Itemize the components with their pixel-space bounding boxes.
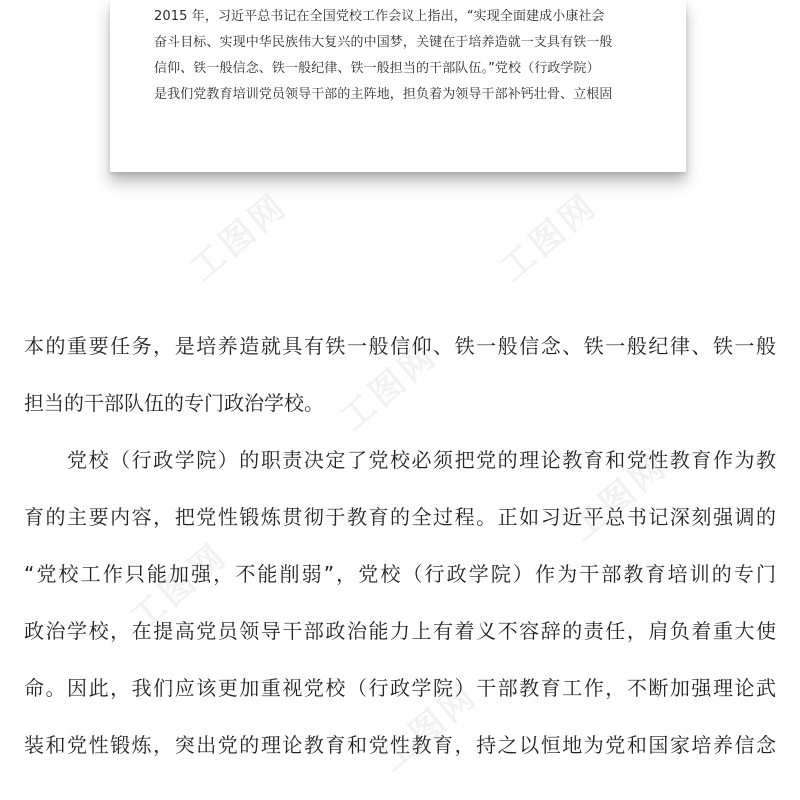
watermark: 工图网 [562, 445, 676, 550]
article-body [24, 322, 776, 778]
quote-line: 奋斗目标、实现中华民族伟大复兴的中国梦，关键在于培养造就一支具有铁一般 [154, 35, 613, 50]
body-line: 党校（行政学院）的职责决定了党校必须把党的理论教育和党性教育作为教 [24, 448, 776, 472]
watermark: 工图网 [372, 675, 486, 780]
watermark: 工图网 [492, 185, 606, 290]
quote-line: 信仰、铁一般信念、铁一般纪律、铁一般担当的干部队伍。”党校（行政学院） [154, 61, 600, 76]
body-line: 担当的干部队伍的专门政治学校。 [24, 391, 324, 415]
body-line: 育的主要内容，把党性锻炼贯彻于教育的全过程。正如习近平总书记深刻强调的 [24, 505, 776, 529]
body-line: “党校工作只能加强，不能削弱”，党校（行政学院）作为干部教育培训的专门 [24, 562, 776, 586]
body-line: 命。因此，我们应该更加重视党校（行政学院）干部教育工作，不断加强理论武 [24, 676, 776, 700]
quote-card [110, 0, 686, 172]
quote-line: 2015 年，习近平总书记在全国党校工作会议上指出，“实现全面建成小康社会 [154, 9, 605, 24]
watermark: 工图网 [122, 535, 236, 640]
watermark: 工图网 [332, 335, 446, 440]
body-line: 政治学校，在提高党员领导干部政治能力上有着义不容辞的责任，肩负着重大使 [24, 619, 776, 643]
quote-line: 是我们党教育培训党员领导干部的主阵地，担负着为领导干部补钙壮骨、立根固 [154, 87, 613, 102]
body-line: 本的重要任务，是培养造就具有铁一般信仰、铁一般信念、铁一般纪律、铁一般 [24, 334, 776, 358]
watermark: 工图网 [182, 185, 296, 290]
body-line: 装和党性锻炼，突出党的理论教育和党性教育，持之以恒地为党和国家培养信念 [24, 733, 776, 757]
